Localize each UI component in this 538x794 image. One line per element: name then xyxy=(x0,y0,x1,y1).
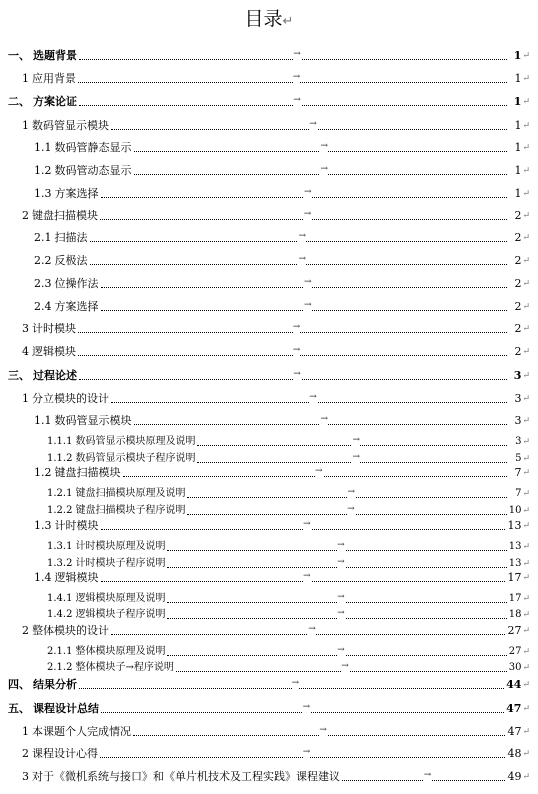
toc-entry-page: 2 xyxy=(514,300,522,313)
toc-entry-number: 2.1.2 xyxy=(47,662,73,673)
toc-entry-title: 扫描法 xyxy=(54,231,88,244)
toc-entry-page: 27 xyxy=(507,624,522,637)
toc-entry-number: 1.2 xyxy=(34,164,52,177)
dot-leader xyxy=(100,209,507,220)
dot-leader xyxy=(134,164,508,175)
toc-entry-number: 2.2 xyxy=(34,254,52,267)
toc-entry-title: 课程设计心得 xyxy=(32,747,98,760)
toc-entry-number: 2.1 xyxy=(34,231,52,244)
toc-entry-page: 1 xyxy=(514,72,522,85)
toc-entry-number: 1.1 xyxy=(34,141,52,154)
toc-entry-title: 课程设计总结 xyxy=(33,702,99,715)
toc-entry-page: 27 xyxy=(508,646,522,657)
paragraph-mark-icon: ↵ xyxy=(522,704,530,714)
dot-leader xyxy=(167,608,506,619)
tab-mark-icon: → xyxy=(302,519,311,529)
dot-leader xyxy=(90,254,508,265)
toc-entry-page: 3 xyxy=(515,436,522,447)
toc-entry-page: 1 xyxy=(513,49,522,62)
toc-entry-number: 2 xyxy=(22,209,29,222)
tab-mark-icon: → xyxy=(347,504,355,514)
toc-entry[interactable] xyxy=(22,723,530,739)
dot-leader xyxy=(100,747,505,758)
toc-entry[interactable] xyxy=(34,229,530,245)
paragraph-mark-icon: ↵ xyxy=(522,626,530,636)
toc-entry-page: 2 xyxy=(514,254,522,267)
toc-entry-title: 数码管动态显示 xyxy=(54,164,132,177)
tab-mark-icon: → xyxy=(308,624,316,634)
toc-entry-number: 1.3 xyxy=(34,187,52,200)
tab-mark-icon: → xyxy=(292,72,301,82)
toc-entry-number: 1.2.1 xyxy=(47,488,73,499)
toc-entry-page: 1 xyxy=(514,187,522,200)
paragraph-mark-icon: ↵ xyxy=(522,74,530,84)
toc-entry[interactable] xyxy=(22,343,530,359)
paragraph-mark-icon: ↵ xyxy=(522,97,530,107)
tab-mark-icon: → xyxy=(303,187,312,197)
toc-entry-title: 计时模块 xyxy=(32,322,76,335)
paragraph-mark-icon: ↵ xyxy=(522,610,530,620)
toc-entry-page: 17 xyxy=(507,571,522,584)
toc-entry-page: 3 xyxy=(514,414,522,427)
toc-entry-number: 2 xyxy=(22,747,29,760)
dot-leader xyxy=(79,49,507,60)
toc-entry[interactable] xyxy=(34,517,530,533)
toc-entry-title: 位操作法 xyxy=(54,277,99,290)
toc-entry[interactable] xyxy=(22,622,530,638)
dot-leader xyxy=(101,187,508,198)
toc-entry-number: 1.3.1 xyxy=(47,541,73,552)
toc-entry-title: 数码管静态显示 xyxy=(54,141,132,154)
toc-entry-title: 反极法 xyxy=(54,254,88,267)
paragraph-mark-icon: ↵ xyxy=(522,521,530,531)
dot-leader xyxy=(342,770,505,781)
toc-entry-title: 计时模块原理及说明 xyxy=(75,541,166,552)
page-title xyxy=(0,6,538,35)
tab-mark-icon: → xyxy=(298,254,307,264)
dot-leader xyxy=(111,392,507,403)
tab-mark-icon: → xyxy=(319,725,327,735)
dot-leader xyxy=(134,414,508,425)
dot-leader xyxy=(101,277,508,288)
toc-entry-title: 应用背景 xyxy=(32,72,76,85)
paragraph-mark-icon: ↵ xyxy=(522,143,530,153)
toc-entry[interactable] xyxy=(47,659,530,675)
toc-entry-title: 对于《微机系统与接口》和《单片机技术及工程实践》课程建议 xyxy=(32,770,340,783)
tab-mark-icon: → xyxy=(291,678,300,688)
toc-entry-number: 1 xyxy=(22,392,29,405)
toc-entry-title: 整体模块原理及说明 xyxy=(75,646,166,657)
paragraph-mark-icon: ↵ xyxy=(522,506,530,516)
toc-entry-number: 2.1.1 xyxy=(47,646,73,657)
toc-entry-page: 5 xyxy=(515,453,522,464)
toc-entry-number: 四、 xyxy=(8,678,30,691)
paragraph-mark-icon: ↵ xyxy=(522,279,530,289)
tab-mark-icon: → xyxy=(303,300,312,310)
toc-entry-page: 13 xyxy=(508,541,522,552)
paragraph-mark-icon: ↵ xyxy=(522,727,530,737)
toc-entry[interactable] xyxy=(22,768,530,784)
toc-entry-title: 逻辑模块 xyxy=(32,345,76,358)
toc-entry-number: 1 xyxy=(22,119,29,132)
toc-entry-title: 分立模块的设计 xyxy=(32,392,109,405)
tab-mark-icon: → xyxy=(337,557,345,567)
toc-entry-page: 10 xyxy=(508,505,522,516)
dot-leader xyxy=(167,592,506,603)
paragraph-mark-icon: ↵ xyxy=(522,489,530,499)
paragraph-mark-icon: ↵ xyxy=(282,14,294,29)
toc-entry[interactable] xyxy=(47,590,530,606)
toc-entry[interactable] xyxy=(34,139,530,155)
toc-entry-title: 逻辑模块原理及说明 xyxy=(75,593,166,604)
toc-entry-number: 五、 xyxy=(8,702,30,715)
tab-mark-icon: → xyxy=(352,435,360,445)
paragraph-mark-icon: ↵ xyxy=(522,594,530,604)
dot-leader xyxy=(187,504,506,515)
toc-entry-number: 1 xyxy=(22,72,29,85)
toc-entry-number: 二、 xyxy=(8,95,30,108)
paragraph-mark-icon: ↵ xyxy=(522,772,530,782)
toc-entry-title: 整体模块子→程序说明 xyxy=(75,662,174,673)
toc-entry[interactable] xyxy=(47,643,530,659)
toc-entry[interactable] xyxy=(47,502,530,518)
dot-leader xyxy=(101,519,506,530)
tab-mark-icon: → xyxy=(309,392,317,402)
paragraph-mark-icon: ↵ xyxy=(522,437,530,447)
toc-entry[interactable] xyxy=(22,117,530,133)
toc-entry-page: 13 xyxy=(508,558,522,569)
toc-entry[interactable] xyxy=(34,162,530,178)
dot-leader xyxy=(197,452,507,463)
toc-entry[interactable] xyxy=(22,207,530,223)
tab-mark-icon: → xyxy=(320,164,329,174)
toc-entry[interactable] xyxy=(47,485,530,501)
tab-mark-icon: → xyxy=(303,277,312,287)
dot-leader xyxy=(101,571,506,582)
toc-entry-page: 18 xyxy=(508,609,522,620)
toc-entry-title: 逻辑模块 xyxy=(54,571,99,584)
dot-leader xyxy=(123,466,508,477)
toc-entry-title: 过程论述 xyxy=(33,369,77,382)
toc-entry-page: 1 xyxy=(514,119,522,132)
toc-entry-number: 2 xyxy=(22,624,29,637)
tab-mark-icon: → xyxy=(292,345,301,355)
toc-entry[interactable] xyxy=(34,569,530,585)
toc-entry-title: 整体模块的设计 xyxy=(32,624,109,637)
toc-entry-title: 逻辑模块子程序说明 xyxy=(75,609,166,620)
toc-entry-page: 2 xyxy=(514,209,522,222)
toc-entry-number: 1.4.1 xyxy=(47,593,73,604)
tab-mark-icon: → xyxy=(337,540,345,550)
toc-entry[interactable] xyxy=(34,412,530,428)
toc-entry-title: 选题背景 xyxy=(33,49,77,62)
toc-entry-page: 44 xyxy=(506,678,522,691)
toc-entry-number: 一、 xyxy=(8,49,30,62)
dot-leader xyxy=(133,725,505,736)
toc-entry-title: 数码管显示模块 xyxy=(32,119,109,132)
paragraph-mark-icon: ↵ xyxy=(522,468,530,478)
toc-entry[interactable] xyxy=(8,676,530,692)
tab-mark-icon: → xyxy=(309,119,317,129)
paragraph-mark-icon: ↵ xyxy=(522,454,530,464)
dot-leader xyxy=(197,435,507,446)
toc-entry-title: 计时模块 xyxy=(54,519,99,532)
toc-entry[interactable] xyxy=(8,47,530,63)
dot-leader xyxy=(78,345,507,356)
toc-entry-title: 方案选择 xyxy=(54,187,99,200)
dot-leader xyxy=(167,540,506,551)
toc-entry-page: 7 xyxy=(515,488,522,499)
tab-mark-icon: → xyxy=(341,661,349,671)
toc-entry-number: 三、 xyxy=(8,369,30,382)
paragraph-mark-icon: ↵ xyxy=(522,211,530,221)
toc-entry-page: 2 xyxy=(514,345,522,358)
tab-mark-icon: → xyxy=(347,487,355,497)
tab-mark-icon: → xyxy=(292,322,301,332)
toc-entry-page: 7 xyxy=(514,466,522,479)
paragraph-mark-icon: ↵ xyxy=(522,394,530,404)
toc-entry-title: 计时模块子程序说明 xyxy=(75,558,166,569)
paragraph-mark-icon: ↵ xyxy=(522,347,530,357)
dot-leader xyxy=(134,141,508,152)
toc-entry-page: 1 xyxy=(514,141,522,154)
toc-entry-page: 1 xyxy=(513,95,522,108)
toc-entry-number: 1.2.2 xyxy=(47,505,73,516)
dot-leader xyxy=(101,702,504,713)
paragraph-mark-icon: ↵ xyxy=(522,166,530,176)
paragraph-mark-icon: ↵ xyxy=(522,51,530,61)
paragraph-mark-icon: ↵ xyxy=(522,542,530,552)
toc-entry[interactable] xyxy=(34,275,530,291)
toc-entry[interactable] xyxy=(22,390,530,406)
toc-entry-title: 键盘扫描模块 xyxy=(32,209,98,222)
toc-entry-number: 1.1 xyxy=(34,414,52,427)
toc-entry-title: 键盘扫描模块原理及说明 xyxy=(75,488,186,499)
toc-entry[interactable] xyxy=(47,433,530,449)
dot-leader xyxy=(90,231,508,242)
dot-leader xyxy=(79,678,504,689)
tab-mark-icon: → xyxy=(293,369,301,379)
paragraph-mark-icon: ↵ xyxy=(522,324,530,334)
dot-leader xyxy=(187,487,507,498)
dot-leader xyxy=(176,661,507,672)
paragraph-mark-icon: ↵ xyxy=(522,559,530,569)
toc-entry-title: 本课题个人完成情况 xyxy=(32,725,131,738)
toc-entry-number: 1.4.2 xyxy=(47,609,73,620)
toc-entry-number: 1.3.2 xyxy=(47,558,73,569)
toc-entry-number: 2.4 xyxy=(34,300,52,313)
toc-entry-title: 数码管显示模块 xyxy=(54,414,132,427)
tab-mark-icon: → xyxy=(303,209,312,219)
toc-entry[interactable] xyxy=(34,298,530,314)
tab-mark-icon: → xyxy=(337,592,345,602)
paragraph-mark-icon: ↵ xyxy=(522,121,530,131)
toc-entry-page: 30 xyxy=(508,662,522,673)
toc-entry-page: 47 xyxy=(507,725,522,738)
tab-mark-icon: → xyxy=(352,452,360,462)
toc-entry[interactable] xyxy=(47,538,530,554)
toc-entry-title: 方案选择 xyxy=(54,300,99,313)
paragraph-mark-icon: ↵ xyxy=(522,256,530,266)
toc-entry-number: 4 xyxy=(22,345,29,358)
toc-entry-page: 3 xyxy=(514,392,522,405)
tab-mark-icon: → xyxy=(320,141,329,151)
toc-entry[interactable] xyxy=(34,185,530,201)
paragraph-mark-icon: ↵ xyxy=(522,233,530,243)
tab-mark-icon: → xyxy=(337,645,345,655)
toc-entry[interactable] xyxy=(34,252,530,268)
toc-entry-page: 3 xyxy=(513,369,522,382)
dot-leader xyxy=(167,557,506,568)
tab-mark-icon: → xyxy=(320,414,329,424)
toc-entry-number: 2.3 xyxy=(34,277,52,290)
tab-mark-icon: → xyxy=(302,571,311,581)
toc-entry[interactable] xyxy=(22,70,530,86)
tab-mark-icon: → xyxy=(423,770,432,780)
tab-mark-icon: → xyxy=(293,49,301,59)
tab-mark-icon: → xyxy=(302,702,311,712)
dot-leader xyxy=(79,369,507,380)
toc-entry-number: 1.4 xyxy=(34,571,52,584)
dot-leader xyxy=(167,645,506,656)
toc-entry[interactable] xyxy=(8,700,530,716)
toc-entry[interactable] xyxy=(8,367,530,383)
toc-entry-page: 48 xyxy=(507,747,522,760)
title-text: 目录 xyxy=(244,8,283,30)
toc-entry-page: 2 xyxy=(514,277,522,290)
toc-entry-number: 1 xyxy=(22,725,29,738)
dot-leader xyxy=(111,624,505,635)
paragraph-mark-icon: ↵ xyxy=(522,749,530,759)
toc-entry-page: 49 xyxy=(507,770,522,783)
toc-entry-title: 键盘扫描模块子程序说明 xyxy=(75,505,186,516)
toc-entry-page: 17 xyxy=(508,593,522,604)
paragraph-mark-icon: ↵ xyxy=(522,302,530,312)
toc-entry-number: 1.3 xyxy=(34,519,52,532)
toc-entry-page: 47 xyxy=(506,702,522,715)
toc-entry-title: 数码管显示模块子程序说明 xyxy=(75,453,196,464)
paragraph-mark-icon: ↵ xyxy=(522,647,530,657)
paragraph-mark-icon: ↵ xyxy=(522,189,530,199)
toc-entry-number: 1.1.2 xyxy=(47,453,73,464)
toc-entry-page: 2 xyxy=(514,322,522,335)
dot-leader xyxy=(101,300,508,311)
toc-entry-number: 3 xyxy=(22,770,29,783)
toc-entry-title: 方案论证 xyxy=(33,95,77,108)
toc-entry-page: 13 xyxy=(507,519,522,532)
dot-leader xyxy=(78,72,507,83)
toc-entry-number: 1.2 xyxy=(34,466,52,479)
toc-entry[interactable] xyxy=(22,320,530,336)
toc-entry-page: 1 xyxy=(514,164,522,177)
dot-leader xyxy=(78,322,507,333)
tab-mark-icon: → xyxy=(293,95,301,105)
toc-entry[interactable] xyxy=(47,606,530,622)
paragraph-mark-icon: ↵ xyxy=(522,663,530,673)
tab-mark-icon: → xyxy=(298,231,307,241)
toc-entry-number: 3 xyxy=(22,322,29,335)
toc-entry-title: 数码管显示模块原理及说明 xyxy=(75,436,196,447)
toc-entry[interactable] xyxy=(22,745,530,761)
paragraph-mark-icon: ↵ xyxy=(522,680,530,690)
toc-entry-number: 1.1.1 xyxy=(47,436,73,447)
tab-mark-icon: → xyxy=(314,466,323,476)
tab-mark-icon: → xyxy=(337,608,345,618)
toc-entry-title: 键盘扫描模块 xyxy=(54,466,121,479)
toc-entry[interactable] xyxy=(34,464,530,480)
toc-entry-page: 2 xyxy=(514,231,522,244)
toc-entry[interactable] xyxy=(8,93,530,109)
dot-leader xyxy=(111,119,507,130)
paragraph-mark-icon: ↵ xyxy=(522,573,530,583)
paragraph-mark-icon: ↵ xyxy=(522,371,530,381)
dot-leader xyxy=(79,95,507,106)
tab-mark-icon: → xyxy=(302,747,311,757)
paragraph-mark-icon: ↵ xyxy=(522,416,530,426)
toc-entry-title: 结果分析 xyxy=(33,678,77,691)
